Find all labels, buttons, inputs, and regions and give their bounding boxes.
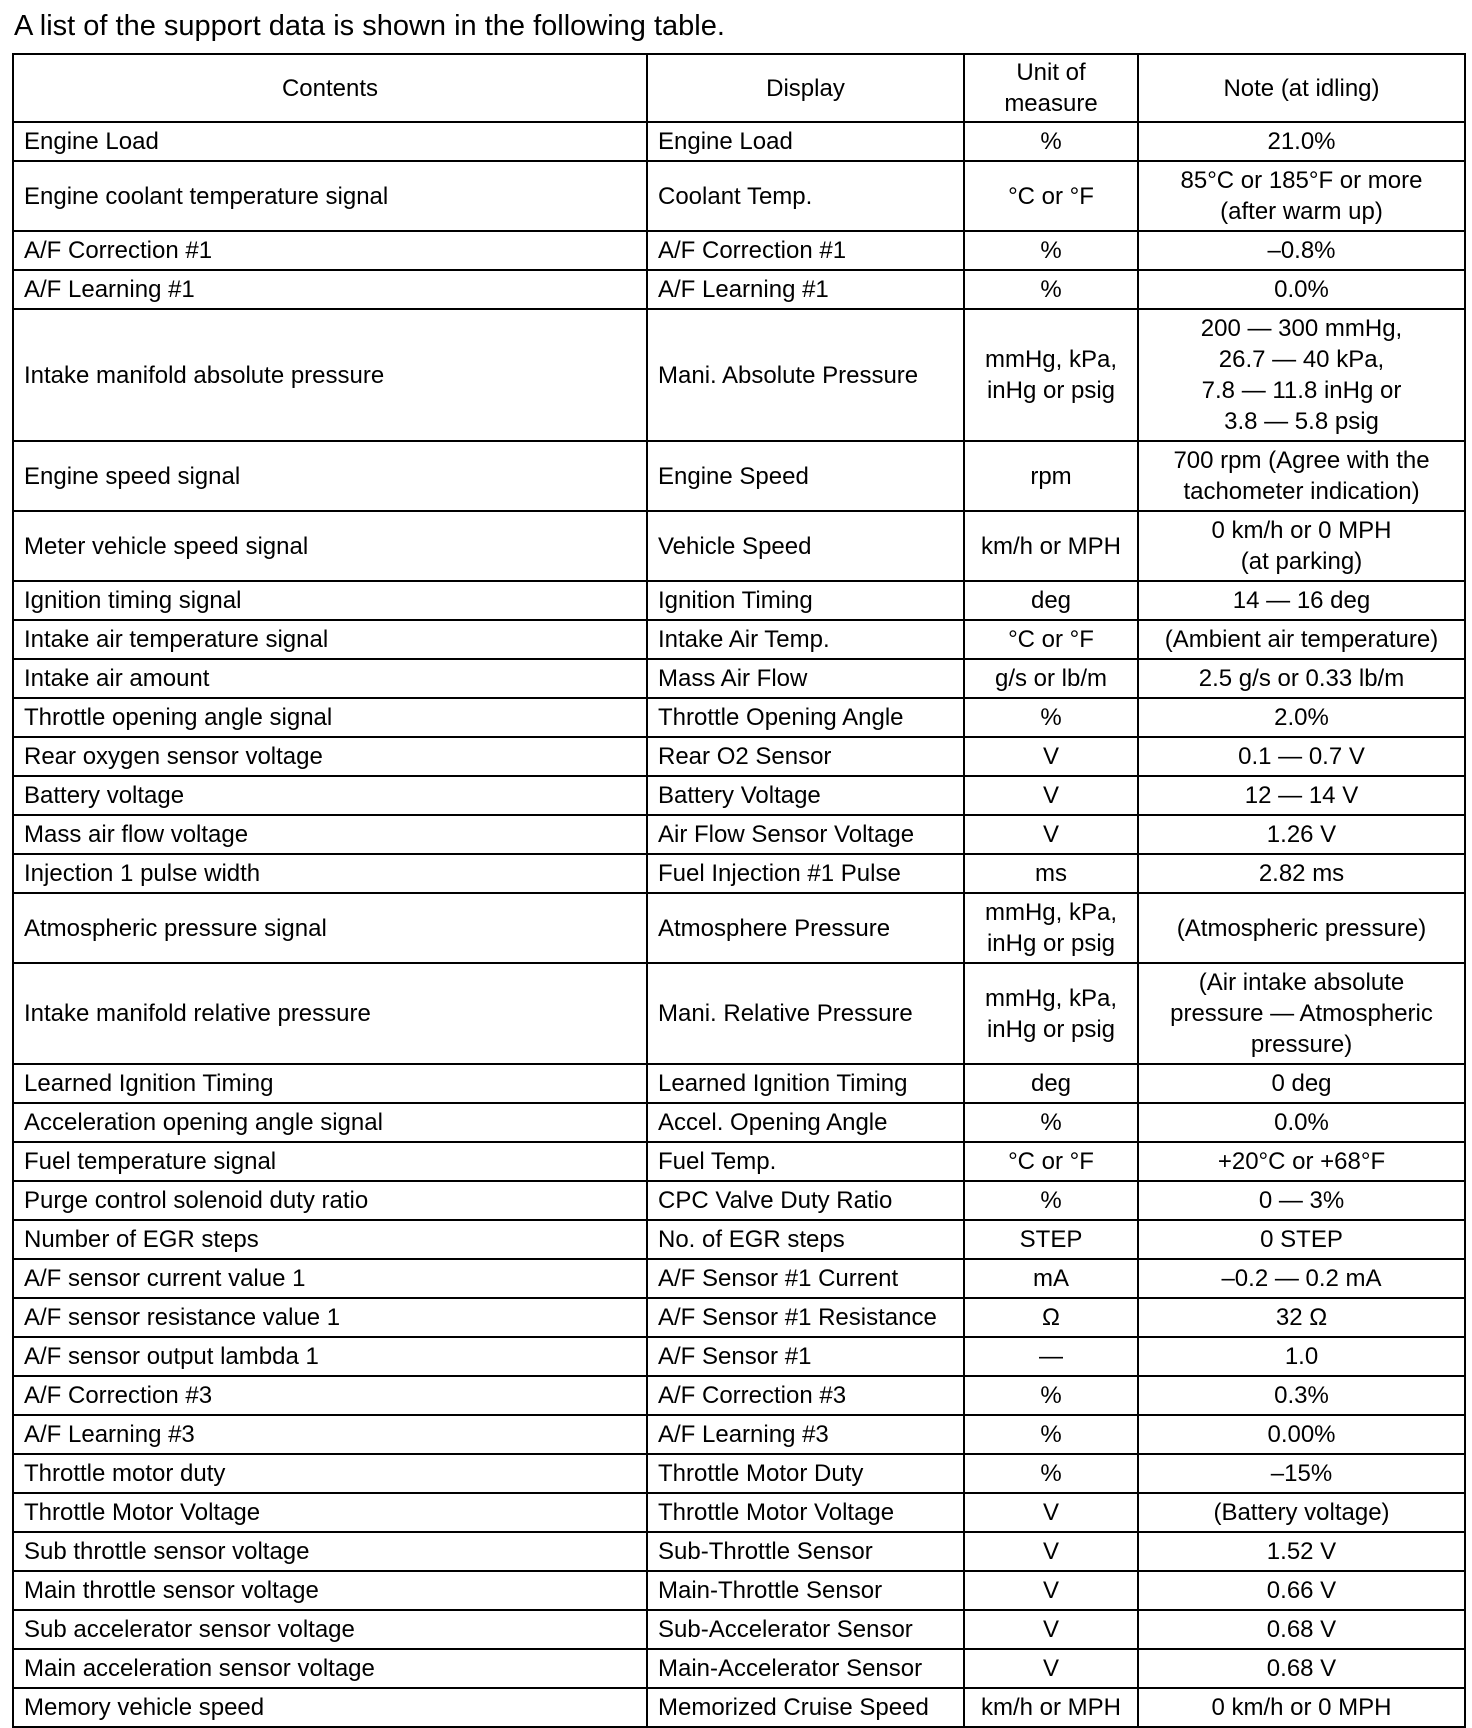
cell-contents: Intake air temperature signal xyxy=(13,620,647,659)
cell-note: 2.5 g/s or 0.33 lb/m xyxy=(1138,659,1465,698)
cell-note: 32 Ω xyxy=(1138,1298,1465,1337)
cell-unit: g/s or lb/m xyxy=(964,659,1138,698)
table-row xyxy=(13,309,1465,441)
table-row xyxy=(13,1142,1465,1181)
cell-display: Engine Speed xyxy=(647,441,964,511)
cell-unit: mA xyxy=(964,1259,1138,1298)
cell-display: Air Flow Sensor Voltage xyxy=(647,815,964,854)
cell-contents: Learned Ignition Timing xyxy=(13,1064,647,1103)
cell-unit: % xyxy=(964,122,1138,161)
cell-display: Sub-Throttle Sensor xyxy=(647,1532,964,1571)
cell-unit: mmHg, kPa, inHg or psig xyxy=(964,309,1138,441)
cell-note: –0.2 — 0.2 mA xyxy=(1138,1259,1465,1298)
cell-display: A/F Learning #3 xyxy=(647,1415,964,1454)
cell-display: Throttle Motor Voltage xyxy=(647,1493,964,1532)
cell-display: A/F Sensor #1 xyxy=(647,1337,964,1376)
cell-display: A/F Correction #3 xyxy=(647,1376,964,1415)
table-row xyxy=(13,1571,1465,1610)
cell-contents: Rear oxygen sensor voltage xyxy=(13,737,647,776)
cell-unit: V xyxy=(964,1493,1138,1532)
cell-contents: A/F Learning #3 xyxy=(13,1415,647,1454)
cell-display: Intake Air Temp. xyxy=(647,620,964,659)
cell-contents: Sub throttle sensor voltage xyxy=(13,1532,647,1571)
table-row xyxy=(13,441,1465,511)
cell-unit: % xyxy=(964,270,1138,309)
table-row xyxy=(13,1493,1465,1532)
header-row xyxy=(13,54,1465,122)
cell-note: (Atmospheric pressure) xyxy=(1138,893,1465,963)
cell-note: 85°C or 185°F or more (after warm up) xyxy=(1138,161,1465,231)
cell-contents: A/F Correction #3 xyxy=(13,1376,647,1415)
cell-note: (Air intake absolute pressure — Atmospheric pressure) xyxy=(1138,963,1465,1064)
table-row xyxy=(13,659,1465,698)
cell-unit: °C or °F xyxy=(964,1142,1138,1181)
cell-display: Memorized Cruise Speed xyxy=(647,1688,964,1727)
cell-unit: mmHg, kPa, inHg or psig xyxy=(964,893,1138,963)
cell-contents: Throttle opening angle signal xyxy=(13,698,647,737)
cell-display: A/F Learning #1 xyxy=(647,270,964,309)
cell-unit: °C or °F xyxy=(964,161,1138,231)
cell-display: Ignition Timing xyxy=(647,581,964,620)
table-row xyxy=(13,1415,1465,1454)
table-row xyxy=(13,1181,1465,1220)
header-display: Display xyxy=(647,54,964,122)
cell-display: CPC Valve Duty Ratio xyxy=(647,1181,964,1220)
cell-display: A/F Sensor #1 Current xyxy=(647,1259,964,1298)
cell-contents: Memory vehicle speed xyxy=(13,1688,647,1727)
cell-unit: % xyxy=(964,1181,1138,1220)
table-row xyxy=(13,161,1465,231)
table-row xyxy=(13,776,1465,815)
cell-contents: Number of EGR steps xyxy=(13,1220,647,1259)
cell-unit: V xyxy=(964,1649,1138,1688)
table-body xyxy=(13,122,1465,1727)
cell-note: 0.68 V xyxy=(1138,1610,1465,1649)
cell-display: Mass Air Flow xyxy=(647,659,964,698)
cell-note: 14 — 16 deg xyxy=(1138,581,1465,620)
cell-display: Coolant Temp. xyxy=(647,161,964,231)
cell-note: 1.0 xyxy=(1138,1337,1465,1376)
cell-display: Battery Voltage xyxy=(647,776,964,815)
cell-note: 0 km/h or 0 MPH (at parking) xyxy=(1138,511,1465,581)
header-note: Note (at idling) xyxy=(1138,54,1465,122)
cell-contents: Main throttle sensor voltage xyxy=(13,1571,647,1610)
cell-display: A/F Correction #1 xyxy=(647,231,964,270)
cell-note: (Ambient air temperature) xyxy=(1138,620,1465,659)
cell-contents: Engine coolant temperature signal xyxy=(13,161,647,231)
cell-unit: V xyxy=(964,815,1138,854)
cell-note: 0.1 — 0.7 V xyxy=(1138,737,1465,776)
cell-note: 12 — 14 V xyxy=(1138,776,1465,815)
table-row xyxy=(13,231,1465,270)
cell-contents: Mass air flow voltage xyxy=(13,815,647,854)
cell-note: 0.00% xyxy=(1138,1415,1465,1454)
cell-contents: Throttle motor duty xyxy=(13,1454,647,1493)
cell-unit: % xyxy=(964,1454,1138,1493)
cell-note: 0.0% xyxy=(1138,270,1465,309)
cell-display: Throttle Motor Duty xyxy=(647,1454,964,1493)
cell-unit: V xyxy=(964,1532,1138,1571)
cell-contents: Intake air amount xyxy=(13,659,647,698)
cell-unit: % xyxy=(964,1376,1138,1415)
cell-unit: °C or °F xyxy=(964,620,1138,659)
cell-display: Engine Load xyxy=(647,122,964,161)
cell-note: 0 deg xyxy=(1138,1064,1465,1103)
cell-unit: deg xyxy=(964,1064,1138,1103)
header-unit: Unit of measure xyxy=(964,54,1138,122)
cell-contents: Meter vehicle speed signal xyxy=(13,511,647,581)
cell-unit: V xyxy=(964,776,1138,815)
cell-note: 200 — 300 mmHg, 26.7 — 40 kPa, 7.8 — 11.8 inHg or 3.8 — 5.8 psig xyxy=(1138,309,1465,441)
cell-unit: ms xyxy=(964,854,1138,893)
cell-contents: Ignition timing signal xyxy=(13,581,647,620)
table-row xyxy=(13,1454,1465,1493)
cell-contents: Throttle Motor Voltage xyxy=(13,1493,647,1532)
cell-display: Sub-Accelerator Sensor xyxy=(647,1610,964,1649)
cell-display: Vehicle Speed xyxy=(647,511,964,581)
cell-display: No. of EGR steps xyxy=(647,1220,964,1259)
table-row xyxy=(13,1649,1465,1688)
cell-contents: Battery voltage xyxy=(13,776,647,815)
cell-contents: Sub accelerator sensor voltage xyxy=(13,1610,647,1649)
cell-display: Main-Accelerator Sensor xyxy=(647,1649,964,1688)
cell-display: Learned Ignition Timing xyxy=(647,1064,964,1103)
cell-contents: Engine Load xyxy=(13,122,647,161)
header-contents: Contents xyxy=(13,54,647,122)
cell-unit: % xyxy=(964,231,1138,270)
cell-note: 1.52 V xyxy=(1138,1532,1465,1571)
cell-unit: rpm xyxy=(964,441,1138,511)
cell-note: 0.3% xyxy=(1138,1376,1465,1415)
cell-note: 0.0% xyxy=(1138,1103,1465,1142)
cell-contents: Purge control solenoid duty ratio xyxy=(13,1181,647,1220)
cell-display: Accel. Opening Angle xyxy=(647,1103,964,1142)
cell-display: Fuel Injection #1 Pulse xyxy=(647,854,964,893)
table-row xyxy=(13,581,1465,620)
cell-unit: STEP xyxy=(964,1220,1138,1259)
table-row xyxy=(13,511,1465,581)
intro-text: A list of the support data is shown in the following table. xyxy=(14,10,725,42)
cell-contents: Acceleration opening angle signal xyxy=(13,1103,647,1142)
cell-note: 0 — 3% xyxy=(1138,1181,1465,1220)
cell-contents: A/F Learning #1 xyxy=(13,270,647,309)
cell-display: Fuel Temp. xyxy=(647,1142,964,1181)
cell-unit: % xyxy=(964,698,1138,737)
cell-note: (Battery voltage) xyxy=(1138,1493,1465,1532)
cell-unit: — xyxy=(964,1337,1138,1376)
table-row xyxy=(13,1532,1465,1571)
cell-unit: Ω xyxy=(964,1298,1138,1337)
table-row xyxy=(13,122,1465,161)
table-row xyxy=(13,620,1465,659)
table-row xyxy=(13,1376,1465,1415)
cell-contents: Atmospheric pressure signal xyxy=(13,893,647,963)
cell-unit: V xyxy=(964,1571,1138,1610)
table-row xyxy=(13,1298,1465,1337)
cell-unit: mmHg, kPa, inHg or psig xyxy=(964,963,1138,1064)
cell-note: 2.0% xyxy=(1138,698,1465,737)
table-row xyxy=(13,1103,1465,1142)
cell-contents: Engine speed signal xyxy=(13,441,647,511)
table-row xyxy=(13,815,1465,854)
cell-note: +20°C or +68°F xyxy=(1138,1142,1465,1181)
cell-unit: % xyxy=(964,1415,1138,1454)
cell-contents: Intake manifold absolute pressure xyxy=(13,309,647,441)
cell-display: Throttle Opening Angle xyxy=(647,698,964,737)
cell-contents: A/F Correction #1 xyxy=(13,231,647,270)
cell-unit: % xyxy=(964,1103,1138,1142)
cell-display: Atmosphere Pressure xyxy=(647,893,964,963)
cell-display: Mani. Absolute Pressure xyxy=(647,309,964,441)
table-row xyxy=(13,963,1465,1064)
cell-display: A/F Sensor #1 Resistance xyxy=(647,1298,964,1337)
table-row xyxy=(13,1064,1465,1103)
table-row xyxy=(13,1688,1465,1727)
cell-unit: deg xyxy=(964,581,1138,620)
cell-contents: Fuel temperature signal xyxy=(13,1142,647,1181)
cell-display: Rear O2 Sensor xyxy=(647,737,964,776)
cell-note: 700 rpm (Agree with the tachometer indication) xyxy=(1138,441,1465,511)
cell-note: 0.66 V xyxy=(1138,1571,1465,1610)
cell-unit: V xyxy=(964,1610,1138,1649)
table-row xyxy=(13,698,1465,737)
cell-note: 2.82 ms xyxy=(1138,854,1465,893)
table-row xyxy=(13,1337,1465,1376)
table-row xyxy=(13,854,1465,893)
cell-note: 0 km/h or 0 MPH xyxy=(1138,1688,1465,1727)
cell-note: 0 STEP xyxy=(1138,1220,1465,1259)
cell-note: 0.68 V xyxy=(1138,1649,1465,1688)
table-row xyxy=(13,1220,1465,1259)
cell-note: 1.26 V xyxy=(1138,815,1465,854)
table-row xyxy=(13,893,1465,963)
cell-note: –0.8% xyxy=(1138,231,1465,270)
cell-display: Main-Throttle Sensor xyxy=(647,1571,964,1610)
table-row xyxy=(13,270,1465,309)
cell-display: Mani. Relative Pressure xyxy=(647,963,964,1064)
table-row xyxy=(13,737,1465,776)
cell-unit: km/h or MPH xyxy=(964,511,1138,581)
table-row xyxy=(13,1610,1465,1649)
cell-contents: A/F sensor current value 1 xyxy=(13,1259,647,1298)
cell-contents: A/F sensor resistance value 1 xyxy=(13,1298,647,1337)
cell-unit: V xyxy=(964,737,1138,776)
cell-contents: Injection 1 pulse width xyxy=(13,854,647,893)
cell-note: –15% xyxy=(1138,1454,1465,1493)
cell-contents: Main acceleration sensor voltage xyxy=(13,1649,647,1688)
cell-contents: A/F sensor output lambda 1 xyxy=(13,1337,647,1376)
support-data-table xyxy=(12,53,1466,1728)
table-row xyxy=(13,1259,1465,1298)
cell-unit: km/h or MPH xyxy=(964,1688,1138,1727)
cell-note: 21.0% xyxy=(1138,122,1465,161)
cell-contents: Intake manifold relative pressure xyxy=(13,963,647,1064)
